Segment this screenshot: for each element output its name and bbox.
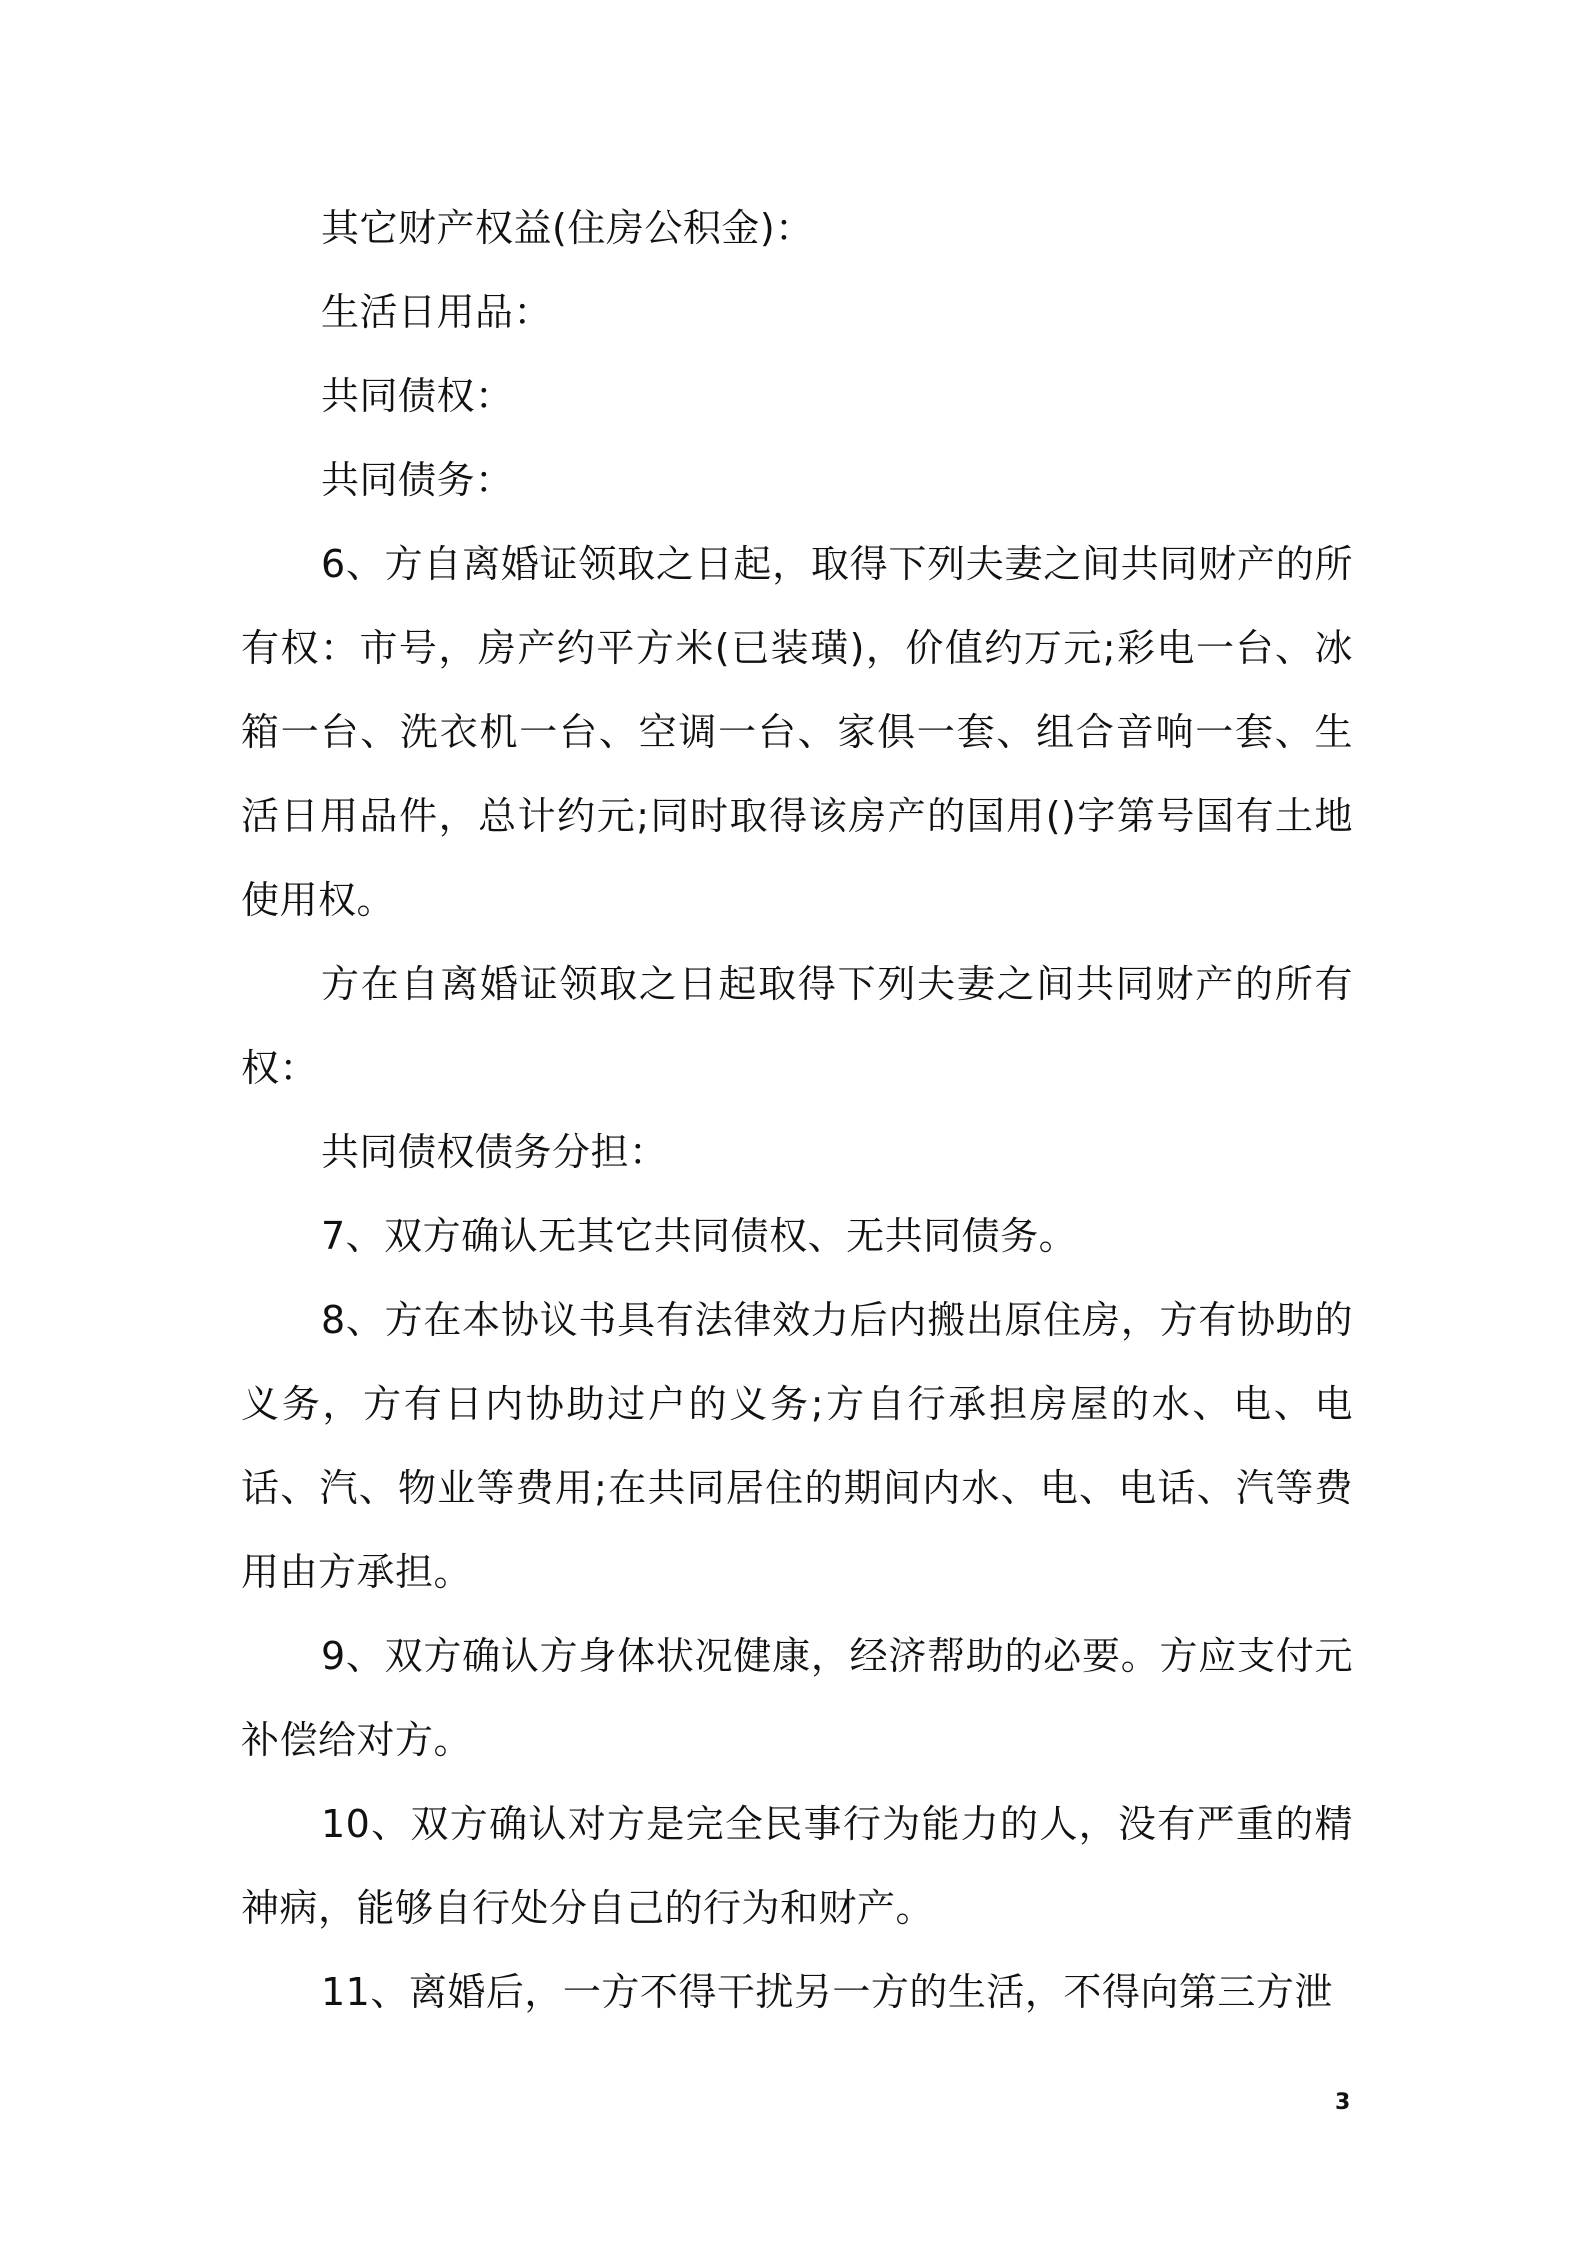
paragraph-debt-sharing: 共同债权债务分担： [321,1130,668,1174]
paragraph-clause-8: 8、方在本协议书具有法律效力后内搬出原住房，方有协助的义务，方有日内协助过户的义务;方自行承担房屋的水、电、电话、汽、物业等费用;在共同居住的期间内水、电、电话、汽等费用由方承担。 [241,1298,1353,1594]
paragraph-joint-debts: 共同债务： [321,458,514,502]
paragraph-other-party-ownership: 方在自离婚证领取之日起取得下列夫妻之间共同财产的所有权： [241,962,1353,1090]
paragraph-joint-claims: 共同债权： [321,374,514,418]
paragraph-clause-7: 7、双方确认无其它共同债权、无共同债务。 [321,1214,1078,1258]
paragraph-clause-10: 10、双方确认对方是完全民事行为能力的人，没有严重的精神病，能够自行处分自己的行为和财产。 [241,1802,1353,1930]
paragraph-daily-necessities: 生活日用品： [321,290,553,334]
document-body [241,186,1353,2034]
paragraph-clause-6: 6、方自离婚证领取之日起，取得下列夫妻之间共同财产的所有权：市号，房产约平方米(已装璜)，价值约万元;彩电一台、冰箱一台、洗衣机一台、空调一台、家俱一套、组合音响一套、生活日用品件，总计约元;同时取得该房产的国用()字第号国有土地使用权。 [241,542,1353,922]
paragraph-clause-9: 9、双方确认方身体状况健康，经济帮助的必要。方应支付元补偿给对方。 [241,1634,1353,1762]
page-number: 3 [1335,2090,1351,2115]
paragraph-other-property-rights: 其它财产权益(住房公积金)： [321,206,814,250]
paragraph-clause-11: 11、离婚后，一方不得干扰另一方的生活，不得向第三方泄 [321,1970,1333,2014]
